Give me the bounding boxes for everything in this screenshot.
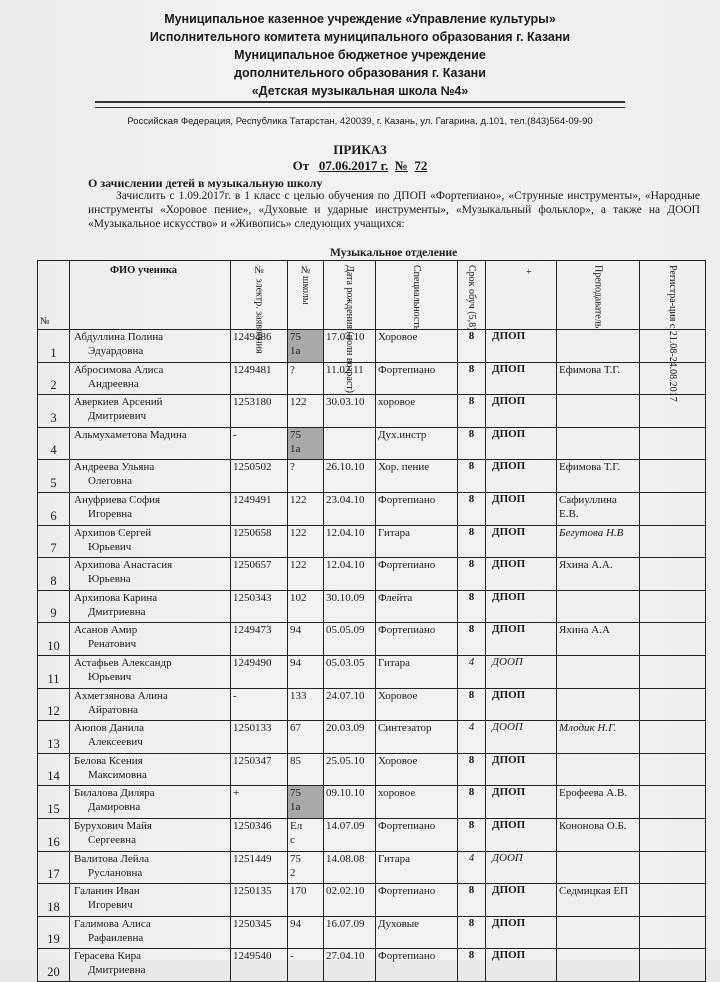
student-surname-name: Бурухович Майя: [74, 819, 152, 832]
letterhead-line-3: Муниципальное бюджетное учреждение: [234, 48, 486, 62]
teacher-name: [557, 590, 640, 623]
student-surname-name: Валитова Лейла: [74, 852, 150, 865]
order-body: Зачислить с 1.09.2017г. в 1 класс с целью обучения по ДПОП «Фортепиано», «Струнные инструменты», «Народные инструменты «Хоровое пение», «Духовые и ударные инструменты», «Музыкальный фольклор», а также на ДООП «Музыкальное искусство» и «Живопись» следующих учащихся:: [88, 190, 700, 230]
student-patronymic: Юрьевич: [88, 540, 132, 553]
specialty: Гитара: [376, 655, 458, 688]
student-patronymic: Дмитриевич: [88, 410, 147, 423]
registration-cell: [640, 949, 706, 982]
birth-date: 27.04.10: [324, 949, 376, 982]
table-row: [38, 851, 706, 884]
letterhead-divider: [95, 101, 625, 108]
program-type: ДООП: [486, 851, 557, 884]
program-type: ДПОП: [486, 362, 557, 395]
school-number: 122: [288, 525, 324, 558]
student-patronymic: Руслановна: [88, 866, 143, 879]
study-term: 8: [458, 916, 486, 949]
student-surname-name: Абросимова Алиса: [74, 363, 164, 376]
registration-cell: [640, 525, 706, 558]
school-number: ?: [288, 362, 324, 395]
birth-date: 24.07.10: [324, 688, 376, 721]
student-surname-name: Герасева Кира: [74, 950, 141, 963]
program-type: ДПОП: [486, 949, 557, 982]
study-term: 8: [458, 949, 486, 982]
student-patronymic: Максимовна: [88, 768, 147, 781]
application-number: 1249481: [231, 362, 288, 395]
application-number: 1251449: [231, 851, 288, 884]
program-type: ДПОП: [486, 330, 557, 363]
registration-cell: [640, 721, 706, 754]
table-row: [38, 753, 706, 786]
letterhead: [0, 10, 720, 100]
school-number: 122: [288, 395, 324, 428]
teacher-name: [557, 688, 640, 721]
birth-date: 02.02.10: [324, 884, 376, 917]
school-number: 94: [288, 916, 324, 949]
program-type: ДПОП: [486, 395, 557, 428]
program-type: ДПОП: [486, 786, 557, 819]
application-number: 1250345: [231, 916, 288, 949]
school-number: 75 1а: [288, 786, 324, 819]
application-number: 1250502: [231, 460, 288, 493]
school-number: 75 1а: [288, 330, 324, 363]
student-name: [70, 460, 231, 493]
registration-cell: [640, 884, 706, 917]
order-number: 72: [414, 158, 428, 173]
letterhead-line-2: Исполнительного комитета муниципального образования г. Казани: [149, 30, 571, 44]
col-plus: +: [486, 261, 557, 330]
birth-date: 14.07.09: [324, 818, 376, 851]
study-term: 8: [458, 786, 486, 819]
school-number: 75 2: [288, 851, 324, 884]
school-number: 102: [288, 590, 324, 623]
school-number: -: [288, 949, 324, 982]
student-surname-name: Белова Ксения: [74, 754, 143, 767]
registration-cell: [640, 818, 706, 851]
row-number: 20: [38, 949, 70, 982]
row-number: 7: [38, 525, 70, 558]
application-number: 1249473: [231, 623, 288, 656]
birth-date: 11.02.11: [324, 362, 376, 395]
letterhead-line-5: «Детская музыкальная школа №4»: [251, 84, 469, 98]
registration-cell: [640, 916, 706, 949]
birth-date: 17.04.10: [324, 330, 376, 363]
table-row: [38, 330, 706, 363]
table-row: [38, 395, 706, 428]
birth-date: 12.04.10: [324, 558, 376, 591]
table-row: [38, 916, 706, 949]
student-surname-name: Ахметзянова Алина: [74, 689, 168, 702]
table-row: [38, 786, 706, 819]
school-number: 94: [288, 623, 324, 656]
date-prefix: От: [292, 158, 310, 173]
registration-cell: [640, 688, 706, 721]
order-subject: О зачислении детей в музыкальную школу: [88, 176, 323, 190]
birth-date: 05.05.09: [324, 623, 376, 656]
study-term: 8: [458, 330, 486, 363]
study-term: 8: [458, 427, 486, 460]
study-term: 8: [458, 590, 486, 623]
student-surname-name: Архипов Сергей: [74, 526, 152, 539]
school-number: 133: [288, 688, 324, 721]
study-term: 8: [458, 460, 486, 493]
school-number: 94: [288, 655, 324, 688]
study-term: 8: [458, 753, 486, 786]
col-term: Срок обуч (5,8): [458, 261, 486, 330]
birth-date: 30.10.09: [324, 590, 376, 623]
school-number: ?: [288, 460, 324, 493]
table-row: [38, 427, 706, 460]
program-type: ДООП: [486, 721, 557, 754]
application-number: -: [231, 688, 288, 721]
school-number: 122: [288, 558, 324, 591]
row-number: 1: [38, 330, 70, 363]
registration-cell: [640, 492, 706, 525]
study-term: 8: [458, 395, 486, 428]
teacher-name: [557, 427, 640, 460]
student-patronymic: Ренатович: [88, 638, 137, 651]
program-type: ДПОП: [486, 525, 557, 558]
registration-cell: [640, 590, 706, 623]
specialty: Фортепиано: [376, 818, 458, 851]
student-patronymic: Алексеевич: [88, 736, 143, 749]
specialty: Фортепиано: [376, 884, 458, 917]
birth-date: 25.05.10: [324, 753, 376, 786]
birth-date: 20.03.09: [324, 721, 376, 754]
student-name: [70, 818, 231, 851]
col-teacher: Преподаватель: [557, 261, 640, 330]
student-patronymic: Дмитриевна: [88, 964, 146, 977]
row-number: 17: [38, 851, 70, 884]
application-number: +: [231, 786, 288, 819]
student-surname-name: Асанов Амир: [74, 624, 138, 637]
student-name: [70, 753, 231, 786]
school-number: Ел с: [288, 818, 324, 851]
application-number: -: [231, 427, 288, 460]
row-number: 2: [38, 362, 70, 395]
specialty: хоровое: [376, 786, 458, 819]
student-name: [70, 427, 231, 460]
table-row: [38, 460, 706, 493]
registration-cell: [640, 655, 706, 688]
table-row: [38, 884, 706, 917]
student-surname-name: Андреева Ульяна: [74, 461, 155, 474]
registration-cell: [640, 460, 706, 493]
table-row: [38, 492, 706, 525]
order-date-line: [0, 158, 720, 174]
student-name: [70, 362, 231, 395]
program-type: ДПОП: [486, 460, 557, 493]
col-dob: Дата рождения (полн возраст): [324, 261, 376, 330]
study-term: 4: [458, 721, 486, 754]
study-term: 4: [458, 851, 486, 884]
application-number: 1250658: [231, 525, 288, 558]
school-number: 122: [288, 492, 324, 525]
student-patronymic: Юрьевич: [88, 670, 132, 683]
student-patronymic: Андреевна: [88, 377, 139, 390]
row-number: 8: [38, 558, 70, 591]
student-surname-name: Архипова Карина: [74, 591, 158, 604]
row-number: 15: [38, 786, 70, 819]
application-number: 1250135: [231, 884, 288, 917]
department-label: Музыкальное отделение: [330, 247, 458, 259]
student-name: [70, 688, 231, 721]
students-table: [37, 260, 706, 982]
table-row: [38, 558, 706, 591]
student-patronymic: Айратовна: [88, 703, 139, 716]
student-surname-name: Аверкиев Арсений: [74, 396, 163, 409]
birth-date: [324, 427, 376, 460]
teacher-name: [557, 916, 640, 949]
teacher-name: [557, 949, 640, 982]
table-row: [38, 721, 706, 754]
table-row: [38, 818, 706, 851]
teacher-name: Ефимова Т.Г.: [557, 460, 640, 493]
specialty: Фортепиано: [376, 623, 458, 656]
student-surname-name: Архипова Анастасия: [74, 559, 173, 572]
student-surname-name: Билалова Диляра: [74, 787, 155, 800]
row-number: 13: [38, 721, 70, 754]
student-surname-name: Абдуллина Полина: [74, 331, 164, 343]
registration-cell: [640, 753, 706, 786]
birth-date: 26.10.10: [324, 460, 376, 493]
number-label: №: [394, 158, 408, 173]
student-name: [70, 721, 231, 754]
specialty: Хор. пение: [376, 460, 458, 493]
student-patronymic: Сергеевна: [88, 833, 136, 846]
birth-date: 12.04.10: [324, 525, 376, 558]
program-type: ДПОП: [486, 427, 557, 460]
specialty: Хоровое: [376, 753, 458, 786]
col-zayav: № электр. заявления: [231, 261, 288, 330]
birth-date: 16.07.09: [324, 916, 376, 949]
teacher-name: [557, 395, 640, 428]
specialty: Гитара: [376, 851, 458, 884]
student-name: [70, 395, 231, 428]
teacher-name: Яхина А.А.: [557, 558, 640, 591]
registration-cell: [640, 623, 706, 656]
row-number: 19: [38, 916, 70, 949]
student-name: [70, 786, 231, 819]
student-name: [70, 558, 231, 591]
program-type: ДООП: [486, 655, 557, 688]
row-number: 14: [38, 753, 70, 786]
col-spec: Специальность: [376, 261, 458, 330]
student-surname-name: Ануфриева София: [74, 493, 161, 506]
specialty: Фортепиано: [376, 949, 458, 982]
application-number: 1249540: [231, 949, 288, 982]
application-number: 1249490: [231, 655, 288, 688]
table-row: [38, 362, 706, 395]
specialty: Флейта: [376, 590, 458, 623]
teacher-name: [557, 330, 640, 363]
program-type: ДПОП: [486, 558, 557, 591]
specialty: Дух.инстр: [376, 427, 458, 460]
program-type: ДПОП: [486, 688, 557, 721]
school-number: 170: [288, 884, 324, 917]
registration-cell: [640, 851, 706, 884]
school-number: 75 1а: [288, 427, 324, 460]
specialty: Хоровое: [376, 330, 458, 363]
student-surname-name: Астафьев Александр: [74, 656, 172, 669]
student-patronymic: Дмитриевна: [88, 605, 146, 618]
application-number: 1250343: [231, 590, 288, 623]
table-row: [38, 655, 706, 688]
birth-date: 30.03.10: [324, 395, 376, 428]
row-number: 11: [38, 655, 70, 688]
student-name: [70, 884, 231, 917]
student-surname-name: Галимова Алиса: [74, 917, 151, 930]
col-reg: Регистра-ция с 21.08-24.08.2017: [640, 261, 706, 330]
study-term: 8: [458, 362, 486, 395]
birth-date: 09.10.10: [324, 786, 376, 819]
school-number: 67: [288, 721, 324, 754]
student-name: [70, 655, 231, 688]
row-number: 12: [38, 688, 70, 721]
teacher-name: [557, 851, 640, 884]
student-surname-name: Аюпов Данила: [74, 722, 145, 735]
teacher-name: Ефимова Т.Г.: [557, 362, 640, 395]
address-line: Российская Федерация, Республика Татарстан, 420039, г. Казань, ул. Гагарина, д.101, тел.(843)564-09-90: [127, 116, 593, 127]
row-number: 4: [38, 427, 70, 460]
program-type: ДПОП: [486, 916, 557, 949]
row-number: 10: [38, 623, 70, 656]
application-number: 1250657: [231, 558, 288, 591]
specialty: хоровое: [376, 395, 458, 428]
student-name: [70, 492, 231, 525]
row-number: 6: [38, 492, 70, 525]
specialty: Фортепиано: [376, 558, 458, 591]
teacher-name: Кононова О.Б.: [557, 818, 640, 851]
study-term: 8: [458, 884, 486, 917]
specialty: Хоровое: [376, 688, 458, 721]
application-number: 1249486: [231, 330, 288, 363]
student-name: [70, 590, 231, 623]
student-surname-name: Галанин Иван: [74, 885, 140, 898]
specialty: Синтезатор: [376, 721, 458, 754]
study-term: 8: [458, 688, 486, 721]
school-number: 85: [288, 753, 324, 786]
study-term: 4: [458, 655, 486, 688]
teacher-name: [557, 655, 640, 688]
table-row: [38, 590, 706, 623]
row-number: 5: [38, 460, 70, 493]
student-name: [70, 330, 231, 363]
letterhead-line-1: Муниципальное казенное учреждение «Управление культуры»: [164, 12, 556, 26]
student-patronymic: Рафаилевна: [88, 931, 144, 944]
teacher-name: Бегутова Н.В: [557, 525, 640, 558]
teacher-name: Седмицкая ЕП: [557, 884, 640, 917]
teacher-name: Млодик Н.Г.: [557, 721, 640, 754]
program-type: ДПОП: [486, 818, 557, 851]
student-patronymic: Юрьевна: [88, 573, 131, 586]
student-patronymic: Дамировна: [88, 801, 141, 814]
program-type: ДПОП: [486, 492, 557, 525]
specialty: Гитара: [376, 525, 458, 558]
student-name: [70, 525, 231, 558]
col-num: №: [38, 261, 70, 330]
row-number: 3: [38, 395, 70, 428]
application-number: 1250347: [231, 753, 288, 786]
student-patronymic: Игоревич: [88, 899, 133, 912]
specialty: Духовые: [376, 916, 458, 949]
row-number: 18: [38, 884, 70, 917]
specialty: Фортепиано: [376, 492, 458, 525]
birth-date: 05.03.05: [324, 655, 376, 688]
application-number: 1250346: [231, 818, 288, 851]
student-patronymic: Эдуардовна: [88, 345, 144, 357]
letterhead-line-4: дополнительного образования г. Казани: [234, 66, 486, 80]
row-number: 16: [38, 818, 70, 851]
teacher-name: [557, 753, 640, 786]
student-name: [70, 851, 231, 884]
teacher-name: Ерофеева А.В.: [557, 786, 640, 819]
study-term: 8: [458, 525, 486, 558]
table-row: [38, 949, 706, 982]
table-row: [38, 688, 706, 721]
application-number: 1250133: [231, 721, 288, 754]
student-name: [70, 623, 231, 656]
student-patronymic: Игоревна: [88, 507, 133, 520]
student-surname-name: Альмухаметова Мадина: [74, 428, 187, 441]
row-number: 9: [38, 590, 70, 623]
program-type: ДПОП: [486, 753, 557, 786]
specialty: Фортепиано: [376, 362, 458, 395]
order-date: 07.06.2017 г.: [318, 158, 389, 173]
program-type: ДПОП: [486, 884, 557, 917]
study-term: 8: [458, 818, 486, 851]
student-name: [70, 949, 231, 982]
study-term: 8: [458, 623, 486, 656]
table-row: [38, 525, 706, 558]
application-number: 1249491: [231, 492, 288, 525]
program-type: ДПОП: [486, 623, 557, 656]
program-type: ДПОП: [486, 590, 557, 623]
teacher-name: Яхина А.А: [557, 623, 640, 656]
order-title: ПРИКАЗ: [333, 142, 387, 157]
birth-date: 23.04.10: [324, 492, 376, 525]
registration-cell: [640, 427, 706, 460]
registration-cell: [640, 786, 706, 819]
registration-cell: [640, 558, 706, 591]
col-school: №школы: [288, 261, 324, 330]
student-patronymic: Олеговна: [88, 475, 133, 488]
student-name: [70, 916, 231, 949]
application-number: 1253180: [231, 395, 288, 428]
birth-date: 14.08.08: [324, 851, 376, 884]
study-term: 8: [458, 492, 486, 525]
table-row: [38, 623, 706, 656]
study-term: 8: [458, 558, 486, 591]
teacher-name: Сафиуллина Е.В.: [557, 492, 640, 525]
col-fio: ФИО ученика: [70, 261, 231, 330]
